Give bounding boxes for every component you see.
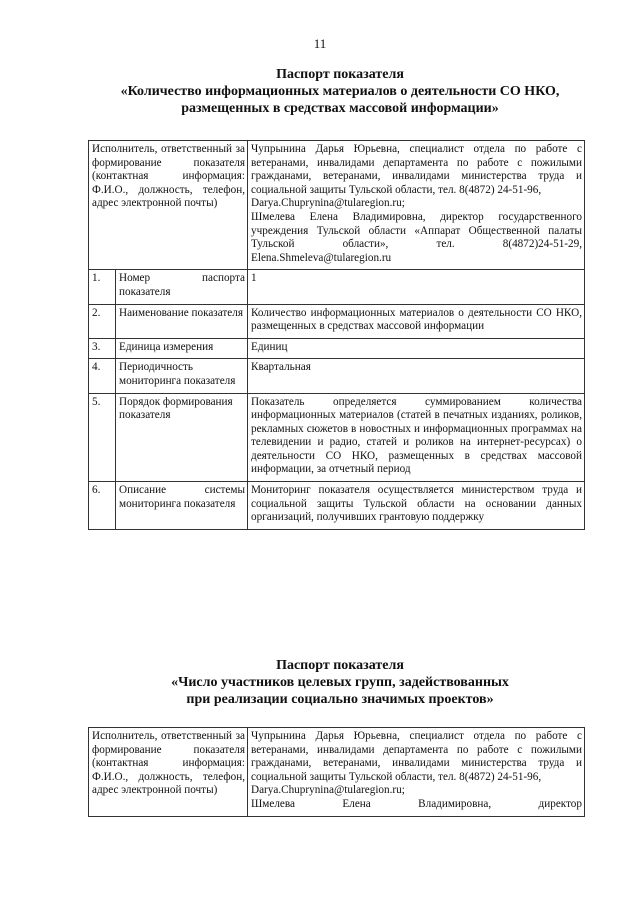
row-number: 3. xyxy=(89,338,116,359)
passport-title-2-line1: Паспорт показателя xyxy=(276,658,404,673)
executor-email-1: Darya.Chuprynina@tularegion.ru; xyxy=(251,197,405,210)
passport-table-2 xyxy=(88,727,585,817)
row-number: 6. xyxy=(89,482,116,530)
row-label: Описание системы мониторинга показателя xyxy=(116,482,248,530)
executor-contact-1: Чупрынина Дарья Юрьевна, специалист отдела по работе с ветеранами, инвалидами департамента по работе с пожилыми гражданами, ветеранами, инвалидами министерства труда и социальной защиты Тульской области, тел. 8(4872) 24-51-96, xyxy=(251,730,582,783)
row-number: 4. xyxy=(89,359,116,393)
passport-title-2-line2: «Число участников целевых групп, задействованных xyxy=(171,675,509,690)
executor-value xyxy=(248,728,585,817)
executor-label: Исполнитель, ответственный за формирование показателя (контактная информация: Ф.И.О., должность, телефон, адрес электронной почты) xyxy=(89,141,248,270)
table-row xyxy=(89,270,585,304)
executor-contact-2: Шмелева Елена Владимировна, директор государственного учреждения Тульской области «Аппарат Общественной палаты Тульской области», тел. 8(4872)24-51-29, Elena.Shmeleva@tularegion.ru xyxy=(251,210,582,264)
row-value: Единиц xyxy=(248,338,585,359)
row-value: Мониторинг показателя осуществляется министерством труда и социальной защиты Тульской области на основании данных организаций, получивших грантовую поддержку xyxy=(248,482,585,530)
executor-label: Исполнитель, ответственный за формирование показателя (контактная информация: Ф.И.О., должность, телефон, адрес электронной почты) xyxy=(89,728,248,817)
executor-value xyxy=(248,141,585,270)
row-value: Количество информационных материалов о деятельности СО НКО, размещенных в средствах массовой информации xyxy=(248,304,585,338)
passport-title-2-line3: при реализации социально значимых проектов» xyxy=(186,692,494,707)
row-number: 5. xyxy=(89,393,116,482)
row-value: Показатель определяется суммированием количества информационных материалов (статей в печатных изданиях, роликов, рекламных сюжетов в новостных и информационных программах на телевидении и радио, статей и роликов на интернет-ресурсах) о деятельности СО НКО, размещенных в средствах массовой информации, за отчетный период xyxy=(248,393,585,482)
passport-table-1 xyxy=(88,140,585,530)
row-label: Периодичность мониторинга показателя xyxy=(116,359,248,393)
row-label: Наименование показателя xyxy=(116,304,248,338)
executor-row xyxy=(89,141,585,270)
executor-email-1: Darya.Chuprynina@tularegion.ru; xyxy=(251,784,405,797)
page-number: 11 xyxy=(313,36,327,51)
passport-title-1-line1: Паспорт показателя xyxy=(276,67,404,82)
executor-contact-1: Чупрынина Дарья Юрьевна, специалист отдела по работе с ветеранами, инвалидами департамента по работе с пожилыми гражданами, ветеранами, инвалидами министерства труда и социальной защиты Тульской области, тел. 8(4872) 24-51-96, xyxy=(251,143,582,196)
row-number: 1. xyxy=(89,270,116,304)
passport-title-1-line3: размещенных в средствах массовой информации» xyxy=(181,101,499,116)
table-row xyxy=(89,482,585,530)
table-row xyxy=(89,338,585,359)
row-label: Порядок формирования показателя xyxy=(116,393,248,482)
row-value: Квартальная xyxy=(248,359,585,393)
passport-title-1-line2: «Количество информационных материалов о деятельности СО НКО, xyxy=(120,84,560,99)
passport-title-2 xyxy=(90,657,590,708)
row-value: 1 xyxy=(248,270,585,304)
table-row xyxy=(89,393,585,482)
executor-row xyxy=(89,728,585,817)
table-row xyxy=(89,304,585,338)
executor-contact-2: Шмелева Елена Владимировна, директор xyxy=(251,797,582,810)
table-row xyxy=(89,359,585,393)
row-label: Единица измерения xyxy=(116,338,248,359)
row-label: Номер паспорта показателя xyxy=(116,270,248,304)
row-number: 2. xyxy=(89,304,116,338)
passport-title-1 xyxy=(90,66,590,117)
